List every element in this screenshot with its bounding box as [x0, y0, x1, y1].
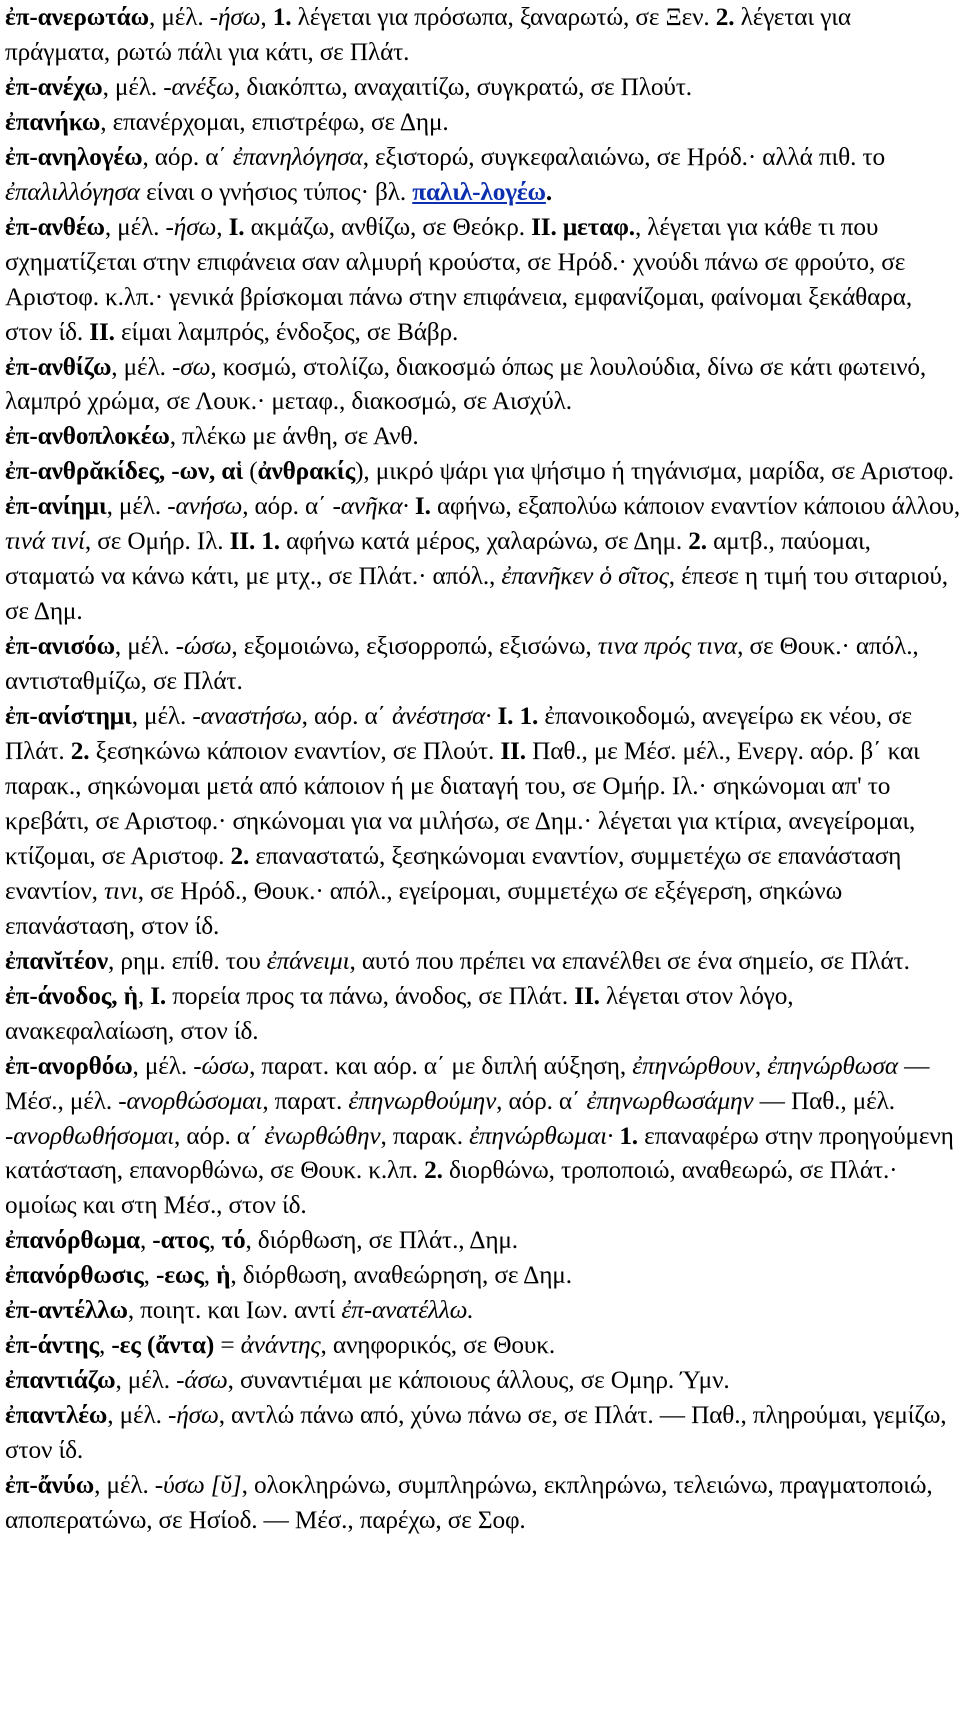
entry-text: , [216, 212, 229, 241]
entry-text: λέγεται για πράγματα, ρωτώ πάλι για κάτι, σε Πλάτ. [5, 3, 851, 66]
entry-text: ακμάζω, ανθίζω, σε Θεόκρ. [244, 212, 532, 241]
entry-text: , [137, 981, 151, 1010]
entry-text: , [143, 1261, 156, 1290]
entry-text: , αόρ. α΄ [301, 702, 392, 731]
entry-text: , αόρ. α΄ [142, 142, 233, 171]
entry-text: τινα πρός τινα [597, 632, 738, 661]
entry-text: είμαι λαμπρός, ένδοξος, σε Βάβρ. [114, 317, 459, 346]
headword: ἐπ-ανέχω [5, 72, 103, 101]
entry-text: -ανέξω [163, 72, 234, 101]
entry-text: επαναστατώ, ξεσηκώνομαι εναντίον, συμμετέχω σε επανάσταση εναντίον, [5, 841, 902, 905]
entry-text: διορθώνω, τροποποιώ, αναθεωρώ, σε Πλάτ.· ομοίως και στη Μέσ., στον ίδ. [5, 1156, 898, 1220]
headword: ἐπ-ανθρᾰκίδες, -ων, αἱ [5, 457, 244, 486]
entry-text: ἐνωρθώθην [264, 1121, 381, 1150]
entry-text: τό [221, 1226, 246, 1255]
entry-text: — Μέσ., μέλ. [5, 1051, 930, 1115]
entry-epanorthosis [5, 1258, 960, 1293]
entry-text: , [203, 1261, 217, 1290]
entry-text: τινά τινί [5, 527, 85, 556]
entry-text: II. [531, 212, 557, 241]
entry-text: , διακόπτω, αναχαιτίζω, συγκρατώ, σε Πλούτ. [233, 72, 692, 101]
headword: ἐπ-ανίημι [5, 492, 107, 521]
entry-text: -άσω [176, 1366, 228, 1395]
entry-text: , μέλ. [115, 1366, 177, 1395]
cross-reference-link[interactable]: παλιλ-λογέω [412, 177, 546, 206]
entry-text: , εξιστορώ, συγκεφαλαιώνω, σε Ηρόδ.· αλλά πιθ. το [362, 142, 885, 171]
entry-text: , μέλ. [94, 1471, 155, 1500]
entry-text: ἀνθρακίς [257, 457, 356, 486]
entry-text: 1. [272, 3, 292, 31]
entry-text: είναι ο γνήσιος τύπος· βλ. [139, 177, 413, 206]
entry-text: ἐπανῆκεν ὁ σῖτος [501, 562, 669, 591]
entry-text: ἐπηνώρθωσα [767, 1051, 898, 1080]
entry-text: , μέλ. [148, 3, 210, 31]
headword: ἐπ-ανθίζω [5, 352, 112, 381]
entry-text: 2. [688, 527, 707, 556]
entry-text: ( [243, 457, 258, 486]
headword: ἐπανῐτέον [5, 946, 108, 975]
entry-text: I. 1. [497, 702, 539, 731]
entry-text: , ολοκληρώνω, συμπληρώνω, εκπληρώνω, τελειώνω, πραγματοποιώ, αποπερατώνω, σε Ησίοδ. — Μέσ., παρέχω, σε Σοφ. [5, 1471, 933, 1534]
entry-text: τινι [103, 876, 138, 905]
entry-text: λέγεται στον λόγο, ανακεφαλαίωση, στον ίδ. [5, 981, 794, 1045]
entry-text: 2. [70, 737, 90, 766]
entry-ep-anilogeo [5, 140, 960, 210]
entry-text: αμτβ., παύομαι, σταματώ να κάνω κάτι, με μτχ., σε Πλάτ.· απόλ., [5, 527, 871, 591]
entry-text: πορεία προς τα πάνω, άνοδος, σε Πλάτ. [166, 981, 575, 1010]
entry-ep-anerotao [5, 0, 960, 70]
entry-text: , διόρθωση, αναθεώρηση, σε Δημ. [230, 1261, 572, 1290]
entry-text: 2. [230, 841, 250, 870]
entry-text: ἐπανηλόγησα [232, 142, 363, 171]
headword: ἐπ-αντέλλω [5, 1296, 128, 1325]
entry-ep-aniso [5, 629, 960, 699]
entry-text: (ἄντα) [147, 1331, 215, 1360]
entry-text: 2. [715, 3, 735, 31]
entry-text: = [214, 1331, 241, 1360]
entry-text: , λέγεται για κάθε τι που σχηματίζεται στην επιφάνεια σαν αλμυρή κρούστα, σε Ηρόδ.· χνούδι πάνω σε φρούτο, σε Αριστοφ. κ.λπ.· γενικά βρίσκομαι πάνω στην επιφάνεια, εμφανίζομαι, φαίνομαι ξεκάθαρα, στον ίδ. [5, 212, 913, 346]
headword: ἐπ-ανθοπλοκέω [5, 422, 170, 451]
entry-text: I. [414, 492, 431, 521]
entry-ep-antis [5, 1328, 960, 1363]
entry-text: , αόρ. α΄ [174, 1121, 265, 1150]
headword: ἐπ-ανθέω [5, 212, 105, 241]
entry-text: , αντλώ πάνω από, χύνω πάνω σε, σε Πλάτ. — Παθ., πληρούμαι, γεμίζω, στον ίδ. [5, 1401, 947, 1465]
headword: ἐπαντιάζω [5, 1366, 116, 1395]
entry-text: . [545, 177, 553, 206]
entry-epantiazo [5, 1363, 960, 1398]
entry-text: -ώσω [193, 1051, 250, 1080]
entry-text: Παθ., με Μέσ. μέλ., Ενεργ. αόρ. β΄ και παρακ., σηκώνομαι μετά από κάποιον ή με διαταγή του, σε Ομήρ. Ιλ.· σηκώνομαι απ' το κρεβάτι, σε Αριστοφ.· σηκώνομαι για να μιλήσω, σε Δημ.· λέγεται για κτίρια, ανεγείρομαι, κτίζομαι, σε Αριστοφ. [5, 737, 920, 870]
entry-text: , [99, 1331, 112, 1360]
entry-text: -ατος [152, 1226, 210, 1255]
headword: ἐπ-ανορθόω [5, 1051, 133, 1080]
headword: ἐπανήκω [5, 107, 101, 136]
entry-text: λέγεται για πρόσωπα, ξαναρωτώ, σε Ξεν. [291, 3, 716, 31]
entry-text: , σε Ομήρ. Ιλ. [84, 527, 230, 556]
entry-text: -ες [111, 1331, 141, 1360]
headword: ἐπ-άντης [5, 1331, 100, 1360]
entry-text: -ύσω [ῠ] [154, 1471, 242, 1500]
headword: ἐπ-ανερωτάω [5, 3, 149, 31]
entry-text: -ήσω [167, 1401, 219, 1430]
entry-ep-antheo [5, 210, 960, 350]
entry-text: ἐπανοικοδομώ, ανεγείρω εκ νέου, σε Πλάτ. [5, 702, 913, 766]
entry-text: , αόρ. α΄ [496, 1086, 587, 1115]
entry-text: , κοσμώ, στολίζω, διακοσμώ όπως με λουλούδια, δίνω σε κάτι φωτεινό, λαμπρό χρώμα, σε Λουκ.· μεταφ., διακοσμώ, σε Αισχύλ. [5, 352, 927, 416]
entry-text: , ανηφορικός, σε Θουκ. [320, 1331, 556, 1360]
entry-ep-aniimi [5, 489, 960, 629]
entry-text: , μέλ. [104, 212, 166, 241]
entry-text: 2. [424, 1156, 443, 1185]
entry-epanorthoma [5, 1223, 960, 1258]
entry-ep-anecho [5, 70, 960, 105]
entry-text: , μέλ. [114, 632, 176, 661]
entry-text: -ανορθωθήσομαι [5, 1121, 175, 1150]
entry-text: -αναστήσω [192, 702, 302, 731]
entry-ep-antello [5, 1293, 960, 1328]
entry-text: , [260, 3, 273, 31]
entry-text: αφήνω κατά μέρος, χαλαρώνω, σε Δημ. [279, 527, 689, 556]
entry-epaniko [5, 105, 960, 140]
entry-text: , αόρ. α΄ [242, 492, 333, 521]
entry-text: , διόρθωση, σε Πλάτ., Δημ. [245, 1226, 518, 1255]
entry-text: αφήνω, εξαπολύω κάποιον εναντίον κάποιου άλλου, [430, 492, 960, 521]
entry-ep-anthoplokeo [5, 419, 960, 454]
entry-text: , παρατ. [262, 1086, 349, 1115]
entry-ep-anthizo [5, 350, 960, 420]
entry-text: , μέλ. [107, 1401, 168, 1430]
entry-text: , συναντιέμαι με κάποιους άλλους, σε Ομηρ. Ύμν. [227, 1366, 730, 1395]
entry-text: -ανῆκα· [332, 492, 409, 521]
entry-epantleo [5, 1398, 960, 1468]
entry-text: , παρακ. [380, 1121, 470, 1150]
headword: ἐπανόρθωσις [5, 1261, 144, 1290]
entry-text: -εως [155, 1261, 204, 1290]
headword: ἐπ-ανηλογέω [5, 142, 143, 171]
entry-text: II. [574, 981, 600, 1010]
entry-text: , [754, 1051, 768, 1080]
entry-text: , σε Ηρόδ., Θουκ.· απόλ., εγείρομαι, συμμετέχω σε εξέγερση, σηκώνω επανάσταση, στον ίδ. [5, 876, 843, 940]
entry-text: -ήσω [165, 212, 217, 241]
entry-text: , μέλ. [106, 492, 168, 521]
entry-text: , ποιητ. και Ιων. αντί [127, 1296, 342, 1325]
entry-text: ἐπηνωρθούμην [348, 1086, 497, 1115]
entry-text: — Παθ., μέλ. [753, 1086, 895, 1115]
entry-ep-anthrakides [5, 454, 960, 489]
entry-text: II. [89, 317, 115, 346]
entry-epaniteon [5, 944, 960, 979]
entry-text: -ανήσω [167, 492, 243, 521]
entry-text: επαναφέρω στην προηγούμενη κατάσταση, επανορθώνω, σε Θουκ. κ.λπ. [5, 1121, 954, 1185]
entry-text: ξεσηκώνω κάποιον εναντίον, σε Πλούτ. [89, 737, 501, 766]
entry-text: -σω [172, 352, 211, 381]
entry-text: , μέλ. [131, 702, 193, 731]
entry-ep-anodos [5, 979, 960, 1049]
entry-text: ἡ [216, 1261, 231, 1290]
entry-text: II. [500, 737, 526, 766]
entry-text: ἐπάνειμι [266, 946, 350, 975]
entry-text: ἀνάντης [240, 1331, 321, 1360]
entry-text: , παρατ. και αόρ. α΄ με διπλή αύξηση, [249, 1051, 633, 1080]
entry-text: ἐπηνώρθουν [632, 1051, 755, 1080]
headword: ἐπαντλέω [5, 1401, 108, 1430]
headword: ἐπανόρθωμα [5, 1226, 140, 1255]
entry-text: , [209, 1226, 222, 1255]
entry-text: , μέλ. [102, 72, 164, 101]
entry-ep-anistimi [5, 699, 960, 944]
entry-text: ἐπηνώρθωμαι· [469, 1121, 614, 1150]
headword: ἐπ-ἄνύω [5, 1471, 95, 1500]
entry-text: , έπεσε η τιμή του σιταριού, σε Δημ. [5, 562, 948, 626]
entry-text: , μέλ. [111, 352, 172, 381]
entry-text: I. [150, 981, 167, 1010]
entry-text: , μέλ. [132, 1051, 194, 1080]
entry-text: μεταφ. [556, 212, 635, 241]
entry-text: -ήσω [209, 3, 261, 31]
entry-text: , ρημ. επίθ. του [108, 946, 267, 975]
headword: ἐπ-άνοδος, ἡ [5, 981, 138, 1010]
entry-ep-anyo [5, 1468, 960, 1538]
entry-text: ἐπαλιλλόγησα [5, 177, 140, 206]
entry-text: , εξομοιώνω, εξισορροπώ, εξισώνω, [231, 632, 598, 661]
entry-text: ), μικρό ψάρι για ψήσιμο ή τηγάνισμα, μαρίδα, σε Αριστοφ. [355, 457, 954, 486]
headword: ἐπ-ανισόω [5, 632, 115, 661]
entry-text: , αυτό που πρέπει να επανέλθει σε ένα σημείο, σε Πλάτ. [349, 946, 910, 975]
entry-text: I. [228, 212, 245, 241]
entry-text: 1. [619, 1121, 638, 1150]
entry-text: , επανέρχομαι, επιστρέφω, σε Δημ. [100, 107, 449, 136]
entry-text: ἀνέστησα· [392, 702, 492, 731]
headword: ἐπ-ανίστημι [5, 702, 132, 731]
entry-text: , [139, 1226, 153, 1255]
entry-text: -ώσω [175, 632, 232, 661]
entry-text: -ανορθώσομαι [118, 1086, 263, 1115]
entry-text: , πλέκω με άνθη, σε Ανθ. [169, 422, 419, 451]
entry-text: ἐπ-ανατέλλω. [341, 1296, 474, 1325]
entry-ep-anorthoo [5, 1049, 960, 1224]
entry-text: II. 1. [229, 527, 280, 556]
entry-text: ἐπηνωρθωσάμην [586, 1086, 754, 1115]
entry-text: , σε Θουκ.· απόλ., αντισταθμίζω, σε Πλάτ. [5, 632, 919, 696]
